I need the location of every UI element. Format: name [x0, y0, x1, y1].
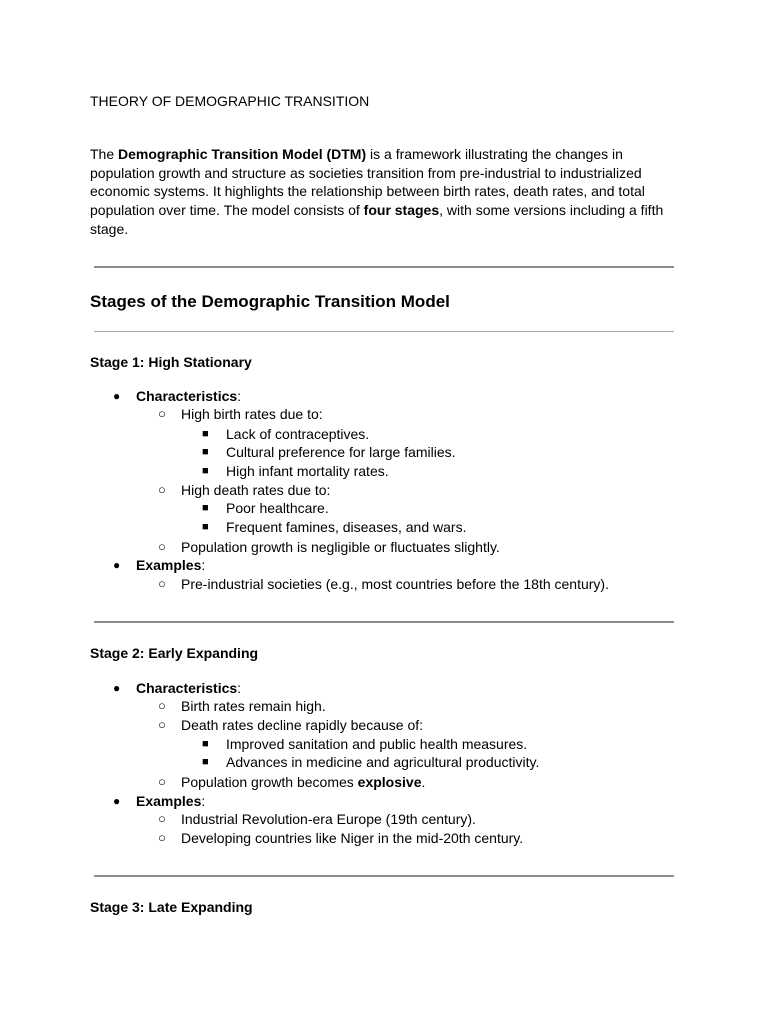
circle-bullet-icon: ○ [158, 830, 166, 845]
stage-3-heading: Stage 3: Late Expanding [90, 899, 253, 915]
list-item [136, 679, 241, 697]
circle-bullet-icon: ○ [158, 576, 166, 591]
disc-bullet-icon: ● [113, 558, 121, 572]
list-item: Poor healthcare. [226, 500, 329, 516]
intro-dtm-bold: Demographic Transition Model (DTM) [118, 146, 367, 162]
disc-bullet-icon: ● [113, 389, 121, 403]
period: . [421, 774, 426, 790]
stage-2-heading: Stage 2: Early Expanding [90, 645, 259, 661]
circle-bullet-icon: ○ [158, 811, 166, 826]
intro-text: , with some versions including a fifth stage. [90, 202, 664, 237]
intro-text: is a framework illustrating the changes in population growth and structure as societies transition from pre-industrial to industrialized economic systems. It highlights the relationship between birth rates, death rates, and total population over time. The model consists of [90, 146, 645, 219]
square-bullet-icon: ■ [202, 521, 209, 533]
list-item: Pre-industrial societies (e.g., most countries before the 18th century). [181, 576, 609, 592]
explosive-bold: explosive [357, 774, 422, 790]
list-item [136, 556, 205, 574]
circle-bullet-icon: ○ [158, 539, 166, 554]
list-item: Birth rates remain high. [181, 698, 326, 714]
list-item: Improved sanitation and public health measures. [226, 736, 528, 752]
list-item: Population growth is negligible or fluctuates slightly. [181, 539, 500, 555]
circle-bullet-icon: ○ [158, 482, 166, 497]
list-item [136, 792, 205, 810]
intro-paragraph [90, 145, 680, 239]
square-bullet-icon: ■ [202, 465, 209, 477]
list-item: High death rates due to: [181, 482, 331, 498]
intro-four-stages-bold: four stages [363, 202, 440, 219]
square-bullet-icon: ■ [202, 428, 209, 440]
circle-bullet-icon: ○ [158, 406, 166, 421]
square-bullet-icon: ■ [202, 756, 209, 768]
examples-label: Examples [136, 557, 202, 573]
colon: : [237, 388, 242, 404]
horizontal-divider [94, 331, 674, 332]
stage-1-heading: Stage 1: High Stationary [90, 354, 252, 370]
colon: : [201, 557, 206, 573]
list-item: Industrial Revolution-era Europe (19th century). [181, 811, 476, 827]
characteristics-label: Characteristics [136, 388, 238, 404]
list-item: Frequent famines, diseases, and wars. [226, 519, 467, 535]
list-item: Advances in medicine and agricultural productivity. [226, 754, 540, 770]
section-heading: Stages of the Demographic Transition Model [90, 292, 450, 311]
horizontal-divider [94, 875, 674, 877]
document-title: THEORY OF DEMOGRAPHIC TRANSITION [90, 93, 370, 109]
horizontal-divider [94, 266, 674, 268]
disc-bullet-icon: ● [113, 794, 121, 808]
characteristics-label: Characteristics [136, 680, 238, 696]
list-item [136, 387, 241, 405]
list-item: Developing countries like Niger in the mid-20th century. [181, 830, 524, 846]
list-item: Lack of contraceptives. [226, 426, 370, 442]
examples-label: Examples [136, 793, 202, 809]
square-bullet-icon: ■ [202, 738, 209, 750]
square-bullet-icon: ■ [202, 446, 209, 458]
horizontal-divider [94, 621, 674, 623]
list-item: Death rates decline rapidly because of: [181, 717, 424, 733]
circle-bullet-icon: ○ [158, 698, 166, 713]
list-item: High infant mortality rates. [226, 463, 389, 479]
circle-bullet-icon: ○ [158, 774, 166, 789]
list-item [181, 773, 425, 791]
list-item: High birth rates due to: [181, 406, 323, 422]
colon: : [201, 793, 206, 809]
growth-text: Population growth becomes [181, 774, 358, 790]
circle-bullet-icon: ○ [158, 717, 166, 732]
colon: : [237, 680, 242, 696]
list-item: Cultural preference for large families. [226, 444, 456, 460]
disc-bullet-icon: ● [113, 681, 121, 695]
square-bullet-icon: ■ [202, 502, 209, 514]
intro-text: The [90, 146, 119, 162]
